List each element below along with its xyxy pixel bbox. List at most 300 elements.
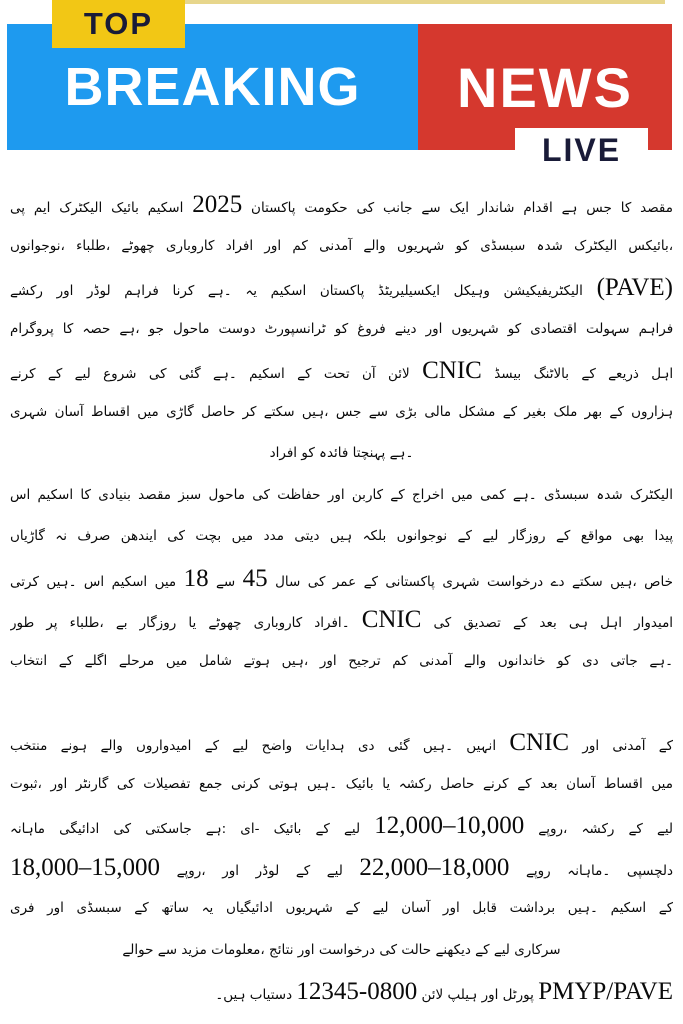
urdu-word: کا bbox=[80, 486, 91, 503]
urdu-word: عمر bbox=[332, 573, 357, 590]
urdu-word: لیے bbox=[656, 821, 673, 837]
urdu-word: ہیں bbox=[610, 573, 633, 590]
urdu-word: کرنے bbox=[483, 775, 509, 792]
urdu-word: سکتے bbox=[571, 573, 603, 590]
urdu-word: ہی bbox=[568, 615, 589, 631]
latin-token: 12,000–10,000 bbox=[374, 812, 525, 839]
urdu-word: میں bbox=[137, 403, 159, 420]
article-line bbox=[10, 516, 673, 558]
urdu-word: چھوٹے bbox=[208, 615, 242, 631]
urdu-word: ماہانہ bbox=[10, 821, 46, 837]
urdu-word: آمدنی bbox=[319, 237, 353, 254]
urdu-word: ماحول bbox=[172, 320, 210, 337]
urdu-word: کی bbox=[116, 775, 135, 792]
urdu-word: شہری bbox=[442, 573, 480, 590]
urdu-word: کم bbox=[392, 652, 408, 669]
urdu-word: اور bbox=[582, 738, 600, 754]
urdu-word: کرنا bbox=[172, 283, 195, 299]
urdu-word: الیکٹریفیکیشن bbox=[503, 283, 583, 299]
urdu-word: لیے bbox=[493, 941, 510, 958]
urdu-word: شہریوں bbox=[285, 900, 333, 916]
urdu-word: والے bbox=[363, 237, 386, 254]
article-line bbox=[10, 184, 673, 226]
urdu-word: لیے bbox=[74, 366, 91, 382]
urdu-word: کے bbox=[517, 775, 532, 792]
urdu-word: اقدام bbox=[523, 200, 553, 216]
urdu-word: مقصد bbox=[138, 486, 172, 503]
urdu-word: کاربن bbox=[351, 486, 383, 503]
urdu-word: اسکیم bbox=[270, 283, 307, 299]
urdu-word: ایکسیلیریٹڈ bbox=[378, 283, 440, 299]
urdu-word: صرف bbox=[77, 528, 111, 544]
urdu-word: ہونے bbox=[60, 738, 88, 754]
urdu-word: بالاٹنگ bbox=[533, 366, 570, 382]
punctuation: ، bbox=[37, 775, 42, 792]
urdu-word: ہے bbox=[205, 821, 222, 837]
urdu-word: فروغ bbox=[357, 320, 386, 337]
urdu-word: پاکستانی bbox=[385, 573, 435, 590]
urdu-word: دی bbox=[582, 652, 599, 669]
urdu-word: خاص bbox=[644, 573, 673, 590]
urdu-word: واضح bbox=[261, 738, 293, 754]
urdu-word: کے bbox=[134, 900, 149, 916]
article-line bbox=[10, 764, 673, 806]
urdu-word: اہل bbox=[651, 366, 673, 382]
urdu-word: آن bbox=[361, 366, 376, 382]
urdu-word: گئی bbox=[387, 738, 410, 754]
urdu-word: کرتی bbox=[10, 573, 39, 590]
urdu-word: کرنی bbox=[230, 775, 260, 792]
urdu-word: مرحلے bbox=[118, 652, 155, 669]
article-line bbox=[10, 433, 673, 475]
urdu-word: گئی bbox=[178, 366, 201, 382]
urdu-word: ثبوت bbox=[10, 775, 38, 792]
urdu-word: اہل bbox=[600, 615, 623, 631]
urdu-word: کر bbox=[242, 403, 257, 420]
urdu-word: ادائیگیاں bbox=[225, 900, 273, 916]
urdu-word: جمع bbox=[198, 775, 223, 792]
urdu-word: روپے bbox=[176, 862, 202, 879]
urdu-word: فری bbox=[10, 900, 35, 916]
urdu-word: کو bbox=[301, 445, 315, 461]
urdu-word: کاروباری bbox=[253, 615, 303, 631]
urdu-word: روزگار bbox=[508, 528, 546, 544]
urdu-word: بیسڈ bbox=[494, 366, 522, 382]
urdu-word: حاصل bbox=[201, 403, 236, 420]
article-line bbox=[10, 888, 673, 930]
urdu-word: ماحول bbox=[208, 486, 245, 503]
urdu-word: کے bbox=[609, 403, 624, 420]
urdu-word: کو bbox=[455, 237, 469, 254]
urdu-word: سال bbox=[275, 573, 301, 590]
urdu-word: اس bbox=[83, 573, 105, 590]
urdu-word: بڑی bbox=[395, 403, 418, 420]
urdu-word: بچت bbox=[195, 528, 222, 544]
urdu-word: ایک bbox=[449, 200, 470, 216]
urdu-word: ہے bbox=[561, 200, 578, 216]
latin-token: CNIC bbox=[361, 606, 422, 633]
urdu-word: گاڑیاں bbox=[10, 528, 45, 544]
urdu-word: سے bbox=[157, 941, 178, 958]
urdu-word: شہریوں bbox=[396, 237, 445, 254]
urdu-word: کا bbox=[62, 320, 74, 337]
urdu-word: اسکیم bbox=[147, 200, 184, 216]
article-line bbox=[10, 267, 673, 309]
urdu-word: ایم bbox=[33, 200, 51, 216]
urdu-word: چھوٹے bbox=[121, 237, 155, 254]
urdu-word: انہیں bbox=[466, 738, 497, 754]
latin-token: 22,000–18,000 bbox=[359, 853, 510, 881]
urdu-word: افراد bbox=[269, 445, 298, 461]
urdu-word: الیکٹرک bbox=[629, 486, 673, 503]
urdu-word: کے bbox=[628, 821, 643, 837]
urdu-word: ہیں bbox=[281, 652, 304, 669]
urdu-word: سبسڈی bbox=[543, 486, 590, 503]
article-line bbox=[10, 805, 673, 847]
urdu-word: ہے bbox=[119, 320, 136, 337]
urdu-word: ہے bbox=[207, 283, 224, 299]
urdu-word: پیدا bbox=[654, 528, 673, 544]
urdu-word: کے bbox=[58, 652, 74, 669]
article-line bbox=[10, 599, 673, 641]
punctuation: ۔ bbox=[329, 775, 338, 792]
urdu-word: وہیکل bbox=[453, 283, 490, 299]
urdu-word: جس bbox=[335, 403, 362, 420]
urdu-word: اسکیم bbox=[37, 486, 74, 503]
live-label: LIVE bbox=[541, 131, 622, 168]
urdu-word: اور bbox=[50, 775, 68, 792]
urdu-word: کو bbox=[507, 320, 522, 337]
urdu-word: میں bbox=[154, 573, 177, 590]
urdu-word: کے bbox=[295, 862, 311, 879]
urdu-word: دینے bbox=[394, 320, 417, 337]
urdu-word: حوالے bbox=[122, 941, 154, 958]
urdu-word: بھر bbox=[584, 403, 603, 420]
latin-token: 12345-0800 bbox=[296, 978, 418, 1005]
urdu-word: میں bbox=[231, 528, 254, 544]
urdu-word: مزید bbox=[181, 941, 207, 958]
urdu-word: پر bbox=[46, 615, 58, 631]
punctuation: ۔ bbox=[68, 573, 77, 590]
urdu-word: کی bbox=[379, 941, 398, 958]
urdu-word: بائیک bbox=[111, 200, 139, 216]
urdu-word: اقساط bbox=[603, 775, 643, 792]
urdu-word: رکشہ bbox=[398, 775, 432, 792]
latin-token: 18,000–15,000 bbox=[10, 853, 160, 881]
article-line bbox=[10, 641, 673, 683]
urdu-word: کے bbox=[47, 366, 63, 382]
urdu-word: افراد bbox=[314, 615, 342, 631]
urdu-word: اقساط bbox=[91, 403, 130, 420]
urdu-word: کم bbox=[292, 237, 308, 254]
urdu-word: جاسکتی bbox=[145, 821, 192, 837]
urdu-word: جانب bbox=[383, 200, 413, 216]
urdu-word: ہے bbox=[213, 366, 229, 382]
urdu-word: کے bbox=[658, 738, 673, 754]
urdu-word: کرنے bbox=[10, 366, 36, 382]
article-body bbox=[10, 184, 673, 1013]
punctuation: ، bbox=[632, 573, 637, 590]
urdu-word: اور bbox=[222, 862, 240, 879]
urdu-word: ٹرانسپورٹ bbox=[264, 320, 326, 337]
punctuation: ، bbox=[60, 237, 65, 254]
urdu-word: لیے bbox=[372, 900, 389, 916]
urdu-word: اور bbox=[442, 900, 460, 916]
urdu-word: شامل bbox=[199, 652, 232, 669]
punctuation: ۔ bbox=[228, 366, 237, 382]
urdu-word: کے bbox=[512, 615, 528, 631]
live-box bbox=[515, 128, 648, 172]
latin-token: 18 bbox=[183, 564, 209, 592]
punctuation: ۔ bbox=[528, 486, 537, 503]
urdu-word: نتائج bbox=[269, 941, 294, 958]
urdu-word: منتخب bbox=[10, 738, 48, 754]
urdu-word: سہولت bbox=[585, 320, 630, 337]
article-line bbox=[10, 226, 673, 268]
urdu-word: اسکیم bbox=[111, 573, 148, 590]
punctuation: ۔ bbox=[602, 862, 611, 879]
urdu-word: تصدیق bbox=[463, 615, 501, 631]
urdu-word: امیدوار bbox=[634, 615, 673, 631]
punctuation: ، bbox=[105, 237, 111, 254]
urdu-word: کے bbox=[390, 486, 405, 503]
urdu-word: نوجوانوں bbox=[396, 528, 448, 544]
urdu-word: کی bbox=[433, 615, 452, 631]
urdu-word: الیکٹرک bbox=[574, 237, 618, 254]
urdu-word: کے bbox=[475, 941, 490, 958]
urdu-word: شہریوں bbox=[451, 320, 499, 337]
urdu-word: انتخاب bbox=[10, 652, 48, 669]
urdu-word: کی bbox=[252, 486, 270, 503]
urdu-word: لیے bbox=[326, 862, 343, 879]
urdu-word: سکتے bbox=[263, 403, 295, 420]
urdu-word: کے bbox=[204, 738, 219, 754]
punctuation: ، bbox=[324, 403, 329, 420]
urdu-word: کے bbox=[581, 366, 596, 382]
article-line: PMYP/PAVE پورٹل اور ہیلپ لائن 12345-0800 دستیاب ہیں۔ bbox=[215, 978, 673, 1005]
urdu-word: ہیں bbox=[422, 738, 446, 754]
punctuation: - bbox=[254, 821, 260, 837]
urdu-word: اور bbox=[319, 652, 337, 669]
urdu-word: جو bbox=[148, 320, 164, 337]
urdu-word: گارنٹر bbox=[75, 775, 109, 792]
urdu-word: اقتصادی bbox=[530, 320, 577, 337]
latin-token: PMYP/PAVE bbox=[538, 978, 673, 1005]
urdu-word: حصہ bbox=[82, 320, 111, 337]
urdu-word: ہے bbox=[649, 652, 666, 669]
urdu-word: اسکیم bbox=[610, 900, 647, 916]
urdu-word: پی bbox=[10, 200, 26, 216]
latin-token: CNIC bbox=[422, 357, 482, 384]
urdu-word: کے bbox=[345, 900, 360, 916]
urdu-word: اور bbox=[425, 320, 443, 337]
urdu-word: پاکستان bbox=[251, 200, 296, 216]
urdu-word: نہ bbox=[55, 528, 67, 544]
urdu-word: بلکہ bbox=[362, 528, 387, 544]
urdu-word: بنیادی bbox=[98, 486, 131, 503]
breaking-news-banner bbox=[0, 0, 683, 180]
urdu-word: ہدایات bbox=[305, 738, 345, 754]
urdu-word: ہوتے bbox=[243, 652, 271, 669]
urdu-word: حاصل bbox=[440, 775, 475, 792]
urdu-word: رکشے bbox=[10, 283, 43, 299]
urdu-word: بھی bbox=[622, 528, 644, 544]
urdu-word: ہیں bbox=[301, 403, 325, 420]
urdu-word: یہ bbox=[201, 900, 214, 916]
urdu-word: میں bbox=[651, 775, 673, 792]
urdu-word: اور bbox=[264, 237, 282, 254]
punctuation: ۔ bbox=[405, 445, 414, 461]
urdu-word: میں bbox=[451, 486, 473, 503]
urdu-word: ہیں bbox=[46, 573, 69, 590]
urdu-word: لوڈر bbox=[255, 862, 280, 879]
urdu-word: ہوتی bbox=[268, 775, 299, 792]
urdu-word: شروع bbox=[103, 366, 137, 382]
punctuation: ، bbox=[99, 615, 104, 631]
urdu-word: کو bbox=[557, 652, 571, 669]
urdu-word: مدد bbox=[263, 528, 284, 544]
urdu-word: کی bbox=[307, 573, 326, 590]
urdu-word: اخراج bbox=[411, 486, 444, 503]
urdu-word: سے bbox=[421, 200, 441, 216]
urdu-word: دلچسپی bbox=[626, 862, 673, 879]
urdu-word: کے bbox=[363, 573, 378, 590]
urdu-word: لیے bbox=[482, 528, 499, 544]
urdu-word: بے bbox=[115, 615, 128, 631]
urdu-word: فراہم bbox=[638, 320, 673, 337]
urdu-word: امیدواروں bbox=[136, 738, 192, 754]
top-badge bbox=[52, 0, 185, 48]
urdu-word: اگلے bbox=[84, 652, 108, 669]
urdu-word: برداشت bbox=[509, 900, 556, 916]
urdu-word: آسان bbox=[401, 900, 431, 916]
urdu-word: کی bbox=[148, 366, 167, 382]
urdu-word: حکومت bbox=[304, 200, 348, 216]
urdu-word: ہیں bbox=[567, 900, 591, 916]
urdu-word: کے bbox=[315, 821, 330, 837]
latin-token: (PAVE) bbox=[596, 274, 673, 301]
latin-token: 2025 bbox=[192, 191, 243, 218]
urdu-word: تفصیلات bbox=[143, 775, 191, 792]
urdu-word: الیکٹرک bbox=[59, 200, 103, 216]
urdu-word: ساتھ bbox=[161, 900, 189, 916]
urdu-word: بغیر bbox=[524, 403, 547, 420]
paragraph-payments-and-helpline bbox=[10, 722, 673, 1013]
urdu-word: کی bbox=[356, 200, 375, 216]
news-label: NEWS bbox=[457, 55, 633, 119]
punctuation: ، bbox=[201, 862, 206, 879]
urdu-word: معلومات bbox=[211, 941, 261, 958]
paragraph-eligibility bbox=[10, 475, 673, 683]
punctuation: ۔ bbox=[665, 652, 673, 669]
urdu-word: اسکیم bbox=[249, 366, 285, 382]
punctuation: ، bbox=[563, 821, 568, 837]
urdu-word: ملک bbox=[553, 403, 578, 420]
urdu-word: گاڑی bbox=[166, 403, 194, 420]
urdu-word: ایندھن bbox=[120, 528, 157, 544]
article-line bbox=[10, 722, 673, 764]
urdu-word: پروگرام bbox=[10, 320, 54, 337]
urdu-word: روزگار bbox=[139, 615, 177, 631]
urdu-word: طلباء bbox=[76, 237, 106, 254]
urdu-word: روپے bbox=[526, 862, 551, 879]
article-line bbox=[10, 475, 673, 517]
article-line bbox=[10, 558, 673, 600]
article-line bbox=[10, 350, 673, 392]
urdu-word: ہے bbox=[389, 445, 406, 461]
urdu-word: سبسڈی bbox=[480, 237, 526, 254]
urdu-word: پاکستان bbox=[319, 283, 365, 299]
urdu-word: کاروباری bbox=[165, 237, 215, 254]
urdu-word: ہزاروں bbox=[631, 403, 673, 420]
urdu-word: آسان bbox=[54, 403, 84, 420]
urdu-word: اور bbox=[56, 283, 74, 299]
urdu-word: یا bbox=[188, 615, 197, 631]
urdu-word: کے bbox=[555, 528, 571, 544]
urdu-word: سرکاری bbox=[514, 941, 561, 958]
latin-token: CNIC bbox=[509, 729, 570, 756]
urdu-word: لیے bbox=[343, 821, 361, 837]
urdu-word: بائیک bbox=[273, 821, 302, 837]
urdu-word: کا bbox=[620, 200, 632, 216]
urdu-word: قابل bbox=[472, 900, 497, 916]
urdu-word: سے bbox=[216, 573, 236, 590]
urdu-word: مواقع bbox=[580, 528, 613, 544]
urdu-word: اور bbox=[297, 941, 315, 958]
urdu-word: کی bbox=[113, 821, 132, 837]
urdu-word: شہری bbox=[10, 403, 48, 420]
urdu-word: ہے bbox=[512, 486, 529, 503]
urdu-word: بائیک bbox=[345, 775, 374, 792]
urdu-word: اور bbox=[47, 900, 64, 916]
urdu-word: افراد bbox=[225, 237, 254, 254]
urdu-word: کمی bbox=[480, 486, 506, 503]
paragraph-intro bbox=[10, 184, 673, 475]
urdu-word: شاندار bbox=[477, 200, 515, 216]
urdu-word: بائیکس bbox=[628, 237, 669, 254]
urdu-word: طلباء bbox=[69, 615, 100, 631]
urdu-word: طور bbox=[10, 615, 35, 631]
urdu-word: نوجوانوں bbox=[10, 237, 61, 254]
urdu-word: فراہم bbox=[124, 283, 159, 299]
urdu-word: ہیں bbox=[329, 528, 353, 544]
urdu-word: لائن bbox=[388, 366, 410, 382]
urdu-word: مالی bbox=[424, 403, 452, 420]
top-accent-line bbox=[185, 0, 665, 4]
urdu-word: تحت bbox=[323, 366, 350, 382]
article-line bbox=[10, 392, 673, 434]
urdu-word: حالت bbox=[401, 941, 432, 958]
urdu-word: لیے bbox=[232, 738, 249, 754]
urdu-word: مشکل bbox=[458, 403, 496, 420]
punctuation: ، bbox=[668, 237, 673, 254]
urdu-word: درخواست bbox=[487, 573, 544, 590]
urdu-word: جس bbox=[586, 200, 612, 216]
article-line bbox=[10, 309, 673, 351]
punctuation: ۔ bbox=[445, 738, 454, 754]
urdu-word: جاتی bbox=[610, 652, 638, 669]
urdu-word: رکشہ bbox=[581, 821, 615, 837]
urdu-word: لوڈر bbox=[87, 283, 111, 299]
latin-token: 45 bbox=[242, 564, 268, 592]
urdu-word: کی bbox=[167, 528, 185, 544]
punctuation: ، bbox=[135, 320, 140, 337]
urdu-word: ترجیح bbox=[348, 652, 381, 669]
top-badge-label: TOP bbox=[83, 6, 154, 41]
urdu-word: آسان bbox=[566, 775, 596, 792]
article-line bbox=[10, 930, 673, 972]
urdu-word: کو bbox=[334, 320, 349, 337]
